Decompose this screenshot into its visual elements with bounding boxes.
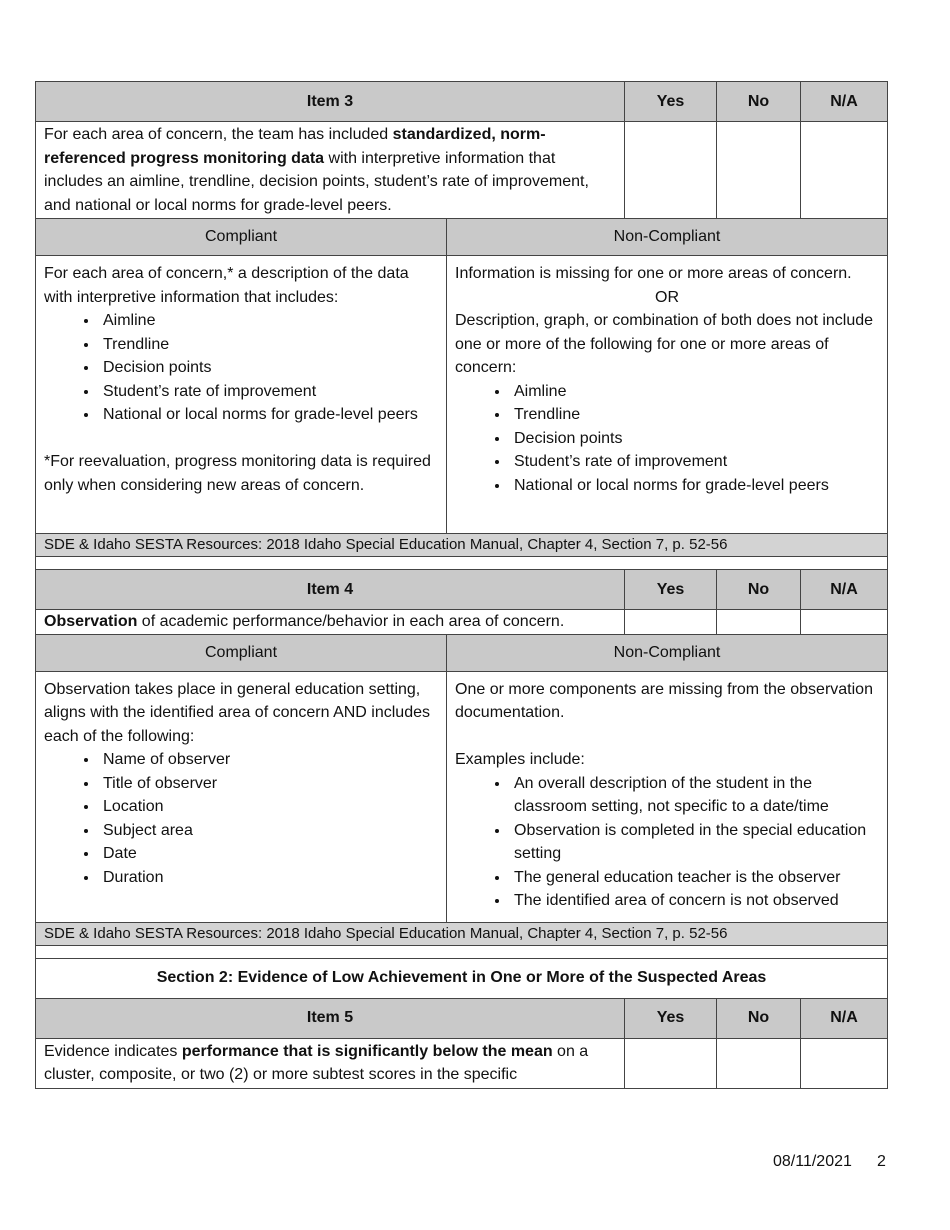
item3-desc-bold: standardized, norm-referenced progress monitoring data — [44, 126, 546, 167]
item3-compliant-intro: For each area of concern,* a description of the data with interpretive information that includes: — [44, 265, 409, 306]
spacer-row — [36, 557, 888, 570]
list-item: • Observation is completed in the special education setting — [510, 819, 879, 866]
list-item: • Aimline — [510, 380, 879, 404]
list-item: • National or local norms for grade-level peers — [99, 403, 438, 427]
footer-date: 08/11/2021 — [773, 1153, 852, 1170]
item4-compliant-criteria — [36, 671, 447, 922]
footer-page-number: 2 — [877, 1153, 886, 1170]
item3-resources-row — [36, 534, 888, 557]
spacer — [36, 945, 888, 958]
item3-header-row — [36, 82, 888, 122]
list-item: • The general education teacher is the observer — [510, 866, 879, 890]
item4-compliant-list — [44, 748, 438, 889]
item4-criteria-row — [36, 671, 888, 922]
item4-desc-post: of academic performance/behavior in each area of concern. — [137, 613, 565, 630]
list-item: • Trendline — [99, 333, 438, 357]
item4-description-row — [36, 610, 888, 635]
item3-noncompliant-list — [455, 380, 879, 498]
list-item: • Duration — [99, 866, 438, 890]
item4-title: Item 4 — [36, 570, 625, 610]
item3-no-header: No — [717, 82, 801, 122]
list-item: • Location — [99, 795, 438, 819]
item4-noncompliant-list — [455, 772, 879, 913]
item4-no-header: No — [717, 570, 801, 610]
list-item: • Decision points — [99, 356, 438, 380]
list-item: • National or local norms for grade-level peers — [510, 474, 879, 498]
item3-na-header: N/A — [801, 82, 888, 122]
item3-compliant-list — [44, 309, 438, 427]
item3-criteria-row — [36, 256, 888, 534]
list-item: • Decision points — [510, 427, 879, 451]
section2-title: Section 2: Evidence of Low Achievement in One or More of the Suspected Areas — [36, 958, 888, 998]
item4-resources: SDE & Idaho SESTA Resources: 2018 Idaho Special Education Manual, Chapter 4, Section 7, p. 52-56 — [36, 922, 888, 945]
item3-no-cell[interactable] — [717, 122, 801, 219]
list-item: • Date — [99, 842, 438, 866]
item4-desc-bold: Observation — [44, 613, 138, 630]
spacer-row — [36, 945, 888, 958]
item5-title: Item 5 — [36, 998, 625, 1038]
item3-description — [36, 122, 625, 219]
item5-na-header: N/A — [801, 998, 888, 1038]
section2-row — [36, 958, 888, 998]
checklist-table — [35, 81, 888, 1089]
item5-desc-post: on a cluster, composite, or two (2) or more subtest scores in the specific — [44, 1042, 589, 1083]
list-item: • Trendline — [510, 403, 879, 427]
item5-yes-header: Yes — [625, 998, 717, 1038]
item3-noncompliant-p2: Description, graph, or combination of both does not include one or more of the following for one or more areas of concern: — [455, 312, 874, 376]
item3-noncompliant-criteria — [447, 256, 888, 534]
list-item: • Student’s rate of improvement — [99, 380, 438, 404]
item3-desc-pre: For each area of concern, the team has included — [44, 126, 393, 143]
list-item: • Student’s rate of improvement — [510, 450, 879, 474]
item4-yes-header: Yes — [625, 570, 717, 610]
item5-no-cell[interactable] — [717, 1038, 801, 1088]
item5-description — [36, 1038, 625, 1088]
item3-noncompliant-or: OR — [655, 288, 679, 306]
item4-yes-cell[interactable] — [625, 610, 717, 635]
item3-compliant-note: *For reevaluation, progress monitoring data is required only when considering new areas of concern. — [44, 453, 431, 494]
item3-description-row — [36, 122, 888, 219]
item4-noncompliant-p2: Examples include: — [455, 751, 585, 768]
item4-na-header: N/A — [801, 570, 888, 610]
item4-no-cell[interactable] — [717, 610, 801, 635]
list-item: • The identified area of concern is not observed — [510, 889, 879, 913]
item3-na-cell[interactable] — [801, 122, 888, 219]
item4-noncompliant-header: Non-Compliant — [447, 634, 888, 671]
item4-compliant-intro: Observation takes place in general education setting, aligns with the identified area of concern AND includes each of the following: — [44, 680, 430, 745]
item3-criteria-header-row — [36, 219, 888, 256]
list-item: • Subject area — [99, 819, 438, 843]
item5-na-cell[interactable] — [801, 1038, 888, 1088]
item3-resources: SDE & Idaho SESTA Resources: 2018 Idaho Special Education Manual, Chapter 4, Section 7, p. 52-56 — [36, 534, 888, 557]
item5-header-row — [36, 998, 888, 1038]
item3-compliant-criteria — [36, 256, 447, 534]
item5-description-row — [36, 1038, 888, 1088]
item4-header-row — [36, 570, 888, 610]
spacer — [36, 557, 888, 570]
item5-desc-bold: performance that is significantly below the mean — [181, 1042, 553, 1060]
item5-yes-cell[interactable] — [625, 1038, 717, 1088]
item5-no-header: No — [717, 998, 801, 1038]
item3-yes-header: Yes — [625, 82, 717, 122]
item3-noncompliant-p1: Information is missing for one or more areas of concern. — [455, 265, 852, 282]
item5-desc-pre: Evidence indicates — [44, 1042, 182, 1060]
item3-title: Item 3 — [36, 82, 625, 122]
item4-na-cell[interactable] — [801, 610, 888, 635]
item3-compliant-header: Compliant — [36, 219, 447, 256]
item4-compliant-header: Compliant — [36, 634, 447, 671]
list-item: • An overall description of the student in the classroom setting, not specific to a date/time — [510, 772, 879, 819]
item4-noncompliant-criteria — [447, 671, 888, 922]
list-item: • Name of observer — [99, 748, 438, 772]
item4-noncompliant-p1: One or more components are missing from the observation documentation. — [455, 680, 873, 721]
list-item: • Aimline — [99, 309, 438, 333]
item4-criteria-header-row — [36, 634, 888, 671]
list-item: • Title of observer — [99, 772, 438, 796]
item4-description — [36, 610, 625, 635]
item3-desc-post: with interpretive information that includes an aimline, trendline, decision points, student’s rate of improvement, and national or local norms for grade-level peers. — [44, 149, 589, 214]
item4-resources-row — [36, 922, 888, 945]
checklist-content — [35, 81, 887, 1089]
item3-yes-cell[interactable] — [625, 122, 717, 219]
item3-noncompliant-header: Non-Compliant — [447, 219, 888, 256]
